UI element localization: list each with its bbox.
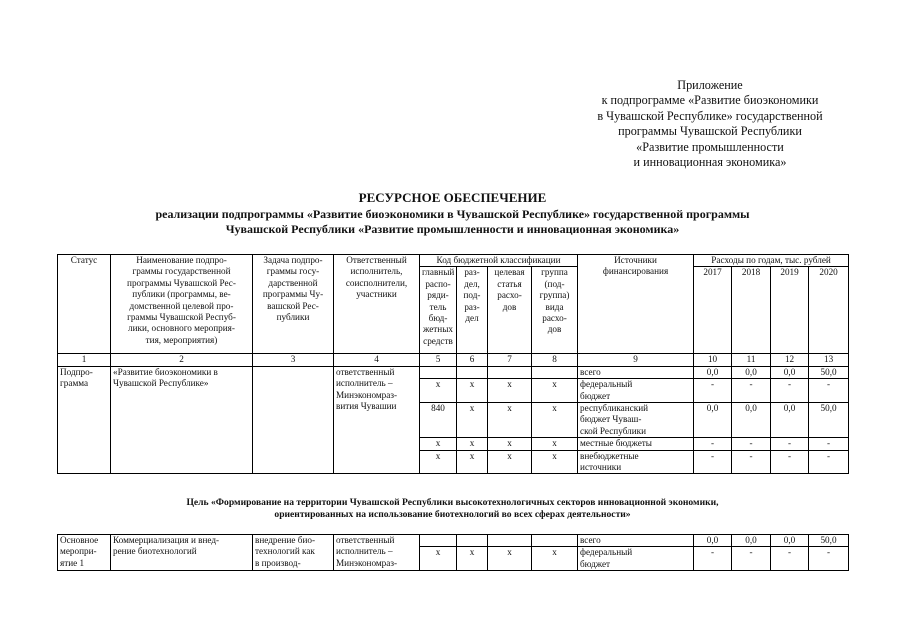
header-name-line: лики, основного мероприя-	[128, 323, 235, 334]
program-task	[253, 366, 334, 474]
kbk-line: жетных	[422, 324, 453, 335]
column-number: 8	[532, 354, 578, 366]
source-line: бюджет	[580, 390, 611, 401]
appendix-line: и инновационная экономика»	[633, 155, 787, 170]
appendix-block	[560, 78, 860, 170]
value-cell: -	[732, 450, 771, 474]
name-line: Коммерциализация и внед-	[113, 535, 220, 545]
value-cell: -	[732, 547, 771, 571]
kbk-line: расхо-	[542, 313, 567, 324]
header-status: Статус	[58, 255, 111, 354]
header-name-line: граммы государственной	[132, 266, 231, 277]
kbk-line: дов	[502, 301, 517, 312]
header-resp-line: исполнитель,	[350, 266, 403, 277]
status-line: ятие 1	[60, 557, 85, 568]
source-line: федеральный	[580, 379, 633, 390]
resource-table	[57, 254, 849, 474]
code-cell: x	[457, 379, 488, 403]
document-subtitle-line2: Чувашской Республики «Развитие промышленности и инновационная экономика»	[225, 222, 680, 236]
status-line: Подпро-	[60, 366, 93, 377]
value-cell: 0,0	[732, 403, 771, 438]
code-cell: 840	[420, 403, 457, 438]
table-row	[58, 535, 849, 547]
source-line: местные бюджеты	[580, 438, 652, 449]
code-cell: x	[420, 450, 457, 474]
kbk-line: ряди-	[427, 290, 449, 301]
appendix-line: программы Чувашской Республики	[618, 124, 802, 139]
column-number: 3	[253, 354, 334, 366]
header-task-line: Задача подпро-	[263, 255, 323, 265]
header-kbk-section	[457, 267, 488, 354]
value-cell: -	[771, 438, 809, 450]
column-number: 7	[488, 354, 532, 366]
header-task-line: граммы госу-	[266, 266, 320, 277]
kbk-line: средств	[423, 335, 453, 346]
code-cell: x	[532, 379, 578, 403]
kbk-line: раз-	[464, 301, 480, 312]
resp-line: Минэкономраз-	[336, 389, 398, 400]
value-cell: 50,0	[809, 366, 849, 378]
code-cell: x	[457, 450, 488, 474]
appendix-line: в Чувашской Республике» государственной	[597, 108, 823, 123]
header-name-line: домственной целевой про-	[129, 300, 234, 311]
column-number: 6	[457, 354, 488, 366]
column-number: 10	[694, 354, 732, 366]
value-cell: 0,0	[732, 535, 771, 547]
code-cell	[532, 366, 578, 378]
resp-line: Минэкономраз-	[336, 557, 398, 568]
source-line: источники	[580, 462, 622, 473]
code-cell: x	[532, 403, 578, 438]
program-status	[58, 366, 111, 474]
header-year: 2017	[694, 267, 732, 354]
code-cell: x	[532, 450, 578, 474]
header-resp-line: Ответственный	[346, 255, 407, 265]
header-row-1	[58, 255, 849, 267]
task-line: внедрение био-	[255, 535, 316, 545]
header-resp-line: участники	[356, 289, 397, 300]
measure-table	[57, 534, 849, 571]
source-line: бюджет	[580, 558, 611, 569]
appendix-line: к подпрограмме «Развитие биоэкономики	[601, 93, 819, 108]
header-name-line: публики (программы, ве-	[132, 289, 231, 300]
appendix-line: «Развитие промышленности	[636, 139, 784, 154]
value-cell: -	[809, 379, 849, 403]
header-task	[253, 255, 334, 354]
source-line: бюджет Чуваш-	[580, 414, 642, 425]
header-kbk: Код бюджетной классификации	[420, 255, 578, 267]
value-cell: 0,0	[771, 366, 809, 378]
kbk-line: расхо-	[497, 290, 522, 301]
value-cell: 50,0	[809, 403, 849, 438]
kbk-line: под-	[463, 290, 481, 301]
resp-line: ответственный	[336, 535, 395, 545]
code-cell	[420, 535, 457, 547]
code-cell: x	[420, 379, 457, 403]
code-cell: x	[488, 547, 532, 571]
value-cell: -	[694, 438, 732, 450]
value-cell: -	[809, 547, 849, 571]
code-cell	[457, 535, 488, 547]
name-line: Чувашской Республике»	[113, 378, 209, 389]
code-cell: x	[457, 438, 488, 450]
value-cell: -	[694, 547, 732, 571]
kbk-line: статья	[497, 278, 522, 289]
kbk-line: вида	[545, 301, 564, 312]
kbk-line: целевая	[494, 267, 525, 278]
source-line: ской Республики	[580, 425, 647, 436]
header-kbk-grbs	[420, 267, 457, 354]
kbk-line: группа)	[539, 290, 570, 301]
column-number: 4	[334, 354, 420, 366]
value-cell: -	[771, 379, 809, 403]
kbk-line: дел	[465, 313, 479, 324]
program-responsible	[334, 366, 420, 474]
header-name-line: программы Чувашской Рес-	[127, 277, 236, 288]
source-cell	[578, 403, 694, 438]
header-kbk-target	[488, 267, 532, 354]
kbk-line: главный	[422, 267, 455, 278]
table-row	[58, 366, 849, 378]
value-cell: -	[771, 547, 809, 571]
name-line: «Развитие биоэкономики в	[113, 366, 218, 377]
header-name-line: граммы Чувашской Респуб-	[127, 312, 236, 323]
column-number: 12	[771, 354, 809, 366]
kbk-line: дов	[547, 324, 562, 335]
code-cell: x	[532, 438, 578, 450]
header-task-line: вашской Рес-	[267, 300, 319, 311]
header-sources-line: Источники	[614, 255, 657, 265]
name-line: рение биотехнологий	[113, 546, 197, 557]
header-year: 2019	[771, 267, 809, 354]
status-line: Основное	[60, 535, 99, 545]
code-cell: x	[488, 403, 532, 438]
status-line: меропри-	[60, 546, 97, 557]
measure-status	[58, 535, 111, 571]
header-name-line: тия, мероприятия)	[145, 334, 218, 345]
header-name	[111, 255, 253, 354]
kbk-line: бюд-	[428, 313, 448, 324]
kbk-line: раз-	[464, 267, 480, 278]
resp-line: исполнитель –	[336, 546, 393, 557]
column-number: 11	[732, 354, 771, 366]
value-cell: 0,0	[732, 366, 771, 378]
column-number: 9	[578, 354, 694, 366]
task-line: технологий как	[255, 546, 315, 557]
source-line: всего	[580, 535, 601, 545]
header-task-line: программы Чу-	[262, 289, 324, 300]
kbk-line: распо-	[425, 278, 451, 289]
value-cell: -	[771, 450, 809, 474]
resp-line: исполнитель –	[336, 378, 393, 389]
value-cell: -	[809, 438, 849, 450]
header-task-line: дарственной	[268, 277, 318, 288]
source-line: федеральный	[580, 547, 633, 558]
kbk-line: группа	[541, 267, 568, 278]
value-cell: 50,0	[809, 535, 849, 547]
code-cell: x	[488, 379, 532, 403]
source-line: республиканский	[580, 403, 649, 414]
header-responsible	[334, 255, 420, 354]
header-kbk-group	[532, 267, 578, 354]
code-cell	[532, 535, 578, 547]
header-name-line: Наименование подпро-	[136, 255, 227, 265]
value-cell: -	[732, 379, 771, 403]
value-cell: 0,0	[771, 403, 809, 438]
header-expenses: Расходы по годам, тыс. рублей	[694, 255, 849, 267]
code-cell: x	[420, 438, 457, 450]
column-number: 13	[809, 354, 849, 366]
kbk-line: тель	[429, 301, 447, 312]
code-cell: x	[488, 450, 532, 474]
header-year: 2020	[809, 267, 849, 354]
task-line: в производ-	[255, 557, 301, 568]
document-subtitle-line1: реализации подпрограммы «Развитие биоэкономики в Чувашской Республике» государственной программы	[155, 207, 750, 221]
value-cell: -	[694, 450, 732, 474]
goal-line: Цель «Формирование на территории Чувашской Республики высокотехнологичных секторов инновационной экономики,	[186, 497, 719, 508]
code-cell: x	[457, 403, 488, 438]
kbk-line: (под-	[544, 278, 565, 289]
value-cell: -	[809, 450, 849, 474]
source-cell	[578, 535, 694, 547]
source-line: внебюджетные	[580, 450, 639, 461]
column-number: 2	[111, 354, 253, 366]
code-cell	[488, 366, 532, 378]
column-number: 1	[58, 354, 111, 366]
code-cell	[420, 366, 457, 378]
code-cell: x	[532, 547, 578, 571]
document-title: РЕСУРСНОЕ ОБЕСПЕЧЕНИЕ	[358, 190, 547, 205]
column-numbers-row	[58, 354, 849, 366]
code-cell	[488, 535, 532, 547]
header-sources	[578, 255, 694, 354]
measure-responsible	[334, 535, 420, 571]
value-cell: 0,0	[694, 403, 732, 438]
code-cell: x	[488, 438, 532, 450]
column-number: 5	[420, 354, 457, 366]
resp-line: вития Чувашии	[336, 401, 397, 412]
source-cell	[578, 438, 694, 450]
source-cell	[578, 547, 694, 571]
header-year: 2018	[732, 267, 771, 354]
source-cell	[578, 366, 694, 378]
code-cell	[457, 366, 488, 378]
code-cell: x	[457, 547, 488, 571]
header-sources-line: финансирования	[602, 266, 669, 277]
value-cell: 0,0	[771, 535, 809, 547]
goal-heading	[0, 497, 905, 521]
header-resp-line: соисполнители,	[345, 277, 408, 288]
goal-line: ориентированных на использование биотехнологий во всех сферах деятельности»	[274, 509, 631, 520]
value-cell: -	[732, 438, 771, 450]
measure-name	[111, 535, 253, 571]
source-cell	[578, 379, 694, 403]
code-cell: x	[420, 547, 457, 571]
value-cell: 0,0	[694, 366, 732, 378]
status-line: грамма	[60, 378, 89, 389]
appendix-line: Приложение	[677, 78, 743, 92]
resp-line: ответственный	[336, 366, 395, 377]
source-cell	[578, 450, 694, 474]
kbk-line: дел,	[464, 278, 480, 289]
value-cell: 0,0	[694, 535, 732, 547]
header-task-line: публики	[276, 312, 310, 323]
measure-task	[253, 535, 334, 571]
program-name	[111, 366, 253, 474]
source-line: всего	[580, 366, 601, 377]
value-cell: -	[694, 379, 732, 403]
